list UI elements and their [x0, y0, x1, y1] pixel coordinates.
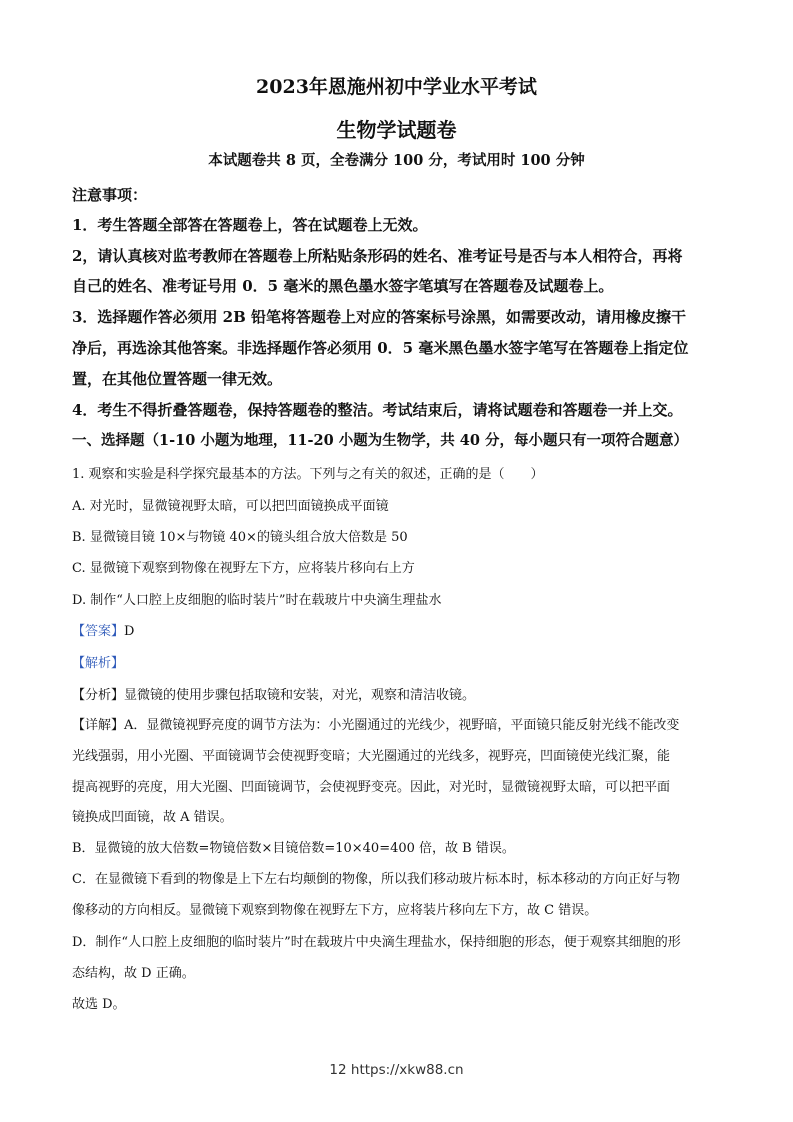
- question-stem: 1. 观察和实验是科学探究最基本的方法。下列与之有关的叙述，正确的是（ ）: [72, 467, 544, 482]
- detail-line: 提高视野的亮度，用大光圈、凹面镜调节，会使视野变亮。因此，对光时，显微镜视野太暗，可以把平面: [72, 780, 671, 795]
- answer-value: D: [124, 624, 135, 639]
- detail-line: 故选 D。: [72, 997, 126, 1012]
- option-d: D. 制作“人口腔上皮细胞的临时装片”时在载玻片中央滴生理盐水: [72, 593, 442, 608]
- exam-title: 2023年恩施州初中学业水平考试: [256, 76, 537, 98]
- fenxi-line: [72, 684, 732, 703]
- notice-line: 4．考生不得折叠答题卷，保持答题卷的整洁。考试结束后，请将试题卷和答题卷一并上交。: [72, 401, 683, 419]
- detail-tag: 【详解】: [72, 718, 125, 733]
- notice-line: 净后，再选涂其他答案。非选择题作答必须用 0．5 毫米黑色墨水签字笔写在答题卷上指定位: [72, 339, 689, 357]
- exam-info: 本试题卷共 8 页，全卷满分 100 分，考试用时 100 分钟: [208, 152, 585, 169]
- notice-heading: 注意事项：: [72, 186, 148, 204]
- section-heading: 一、选择题（1-10 小题为地理，11-20 小题为生物学，共 40 分，每小题只有一项符合题意）: [72, 432, 689, 449]
- detail-line: [72, 714, 732, 733]
- analysis-tag: 【解析】: [72, 656, 125, 671]
- option-c: C. 显微镜下观察到物像在视野左下方，应将装片移向右上方: [72, 561, 415, 576]
- detail-line: 光线强弱，用小光圈、平面镜调节会使视野变暗；大光圈通过的光线多，视野亮，凹面镜使光线汇聚，能: [72, 749, 671, 764]
- detail-text: A．显微镜视野亮度的调节方法为：小光圈通过的光线少，视野暗，平面镜只能反射光线不能改变: [124, 718, 680, 733]
- notice-line: 置，在其他位置答题一律无效。: [72, 370, 283, 388]
- detail-line: 镜换成凹面镜，故 A 错误。: [72, 810, 233, 825]
- fenxi-text: 显微镜的使用步骤包括取镜和安装，对光，观察和清洁收镜。: [124, 688, 476, 703]
- answer-line: [72, 620, 732, 639]
- notice-line: 1．考生答题全部答在答题卷上，答在试题卷上无效。: [72, 216, 428, 234]
- fenxi-tag: 【分析】: [72, 688, 125, 703]
- notice-line: 2，请认真核对监考教师在答题卷上所粘贴条形码的姓名、准考证号是否与本人相符合，再将: [72, 247, 683, 265]
- detail-line: 像移动的方向相反。显微镜下观察到物像在视野左下方，应将装片移向左下方，故 C 错误。: [72, 903, 598, 918]
- notice-line: 自己的姓名、准考证号用 0．5 毫米的黑色墨水签字笔填写在答题卷及试题卷上。: [72, 277, 614, 295]
- detail-line: D．制作“人口腔上皮细胞的临时装片”时在载玻片中央滴生理盐水，保持细胞的形态，便于观察其细胞的形: [72, 935, 681, 950]
- exam-subtitle: 生物学试题卷: [336, 118, 457, 142]
- option-a: A. 对光时，显微镜视野太暗，可以把凹面镜换成平面镜: [72, 499, 389, 514]
- detail-line: B．显微镜的放大倍数=物镜倍数×目镜倍数=10×40=400 倍，故 B 错误。: [72, 841, 515, 856]
- detail-line: C．在显微镜下看到的物像是上下左右均颠倒的物像，所以我们移动玻片标本时，标本移动的方向正好与物: [72, 872, 680, 887]
- answer-tag: 【答案】: [72, 624, 125, 639]
- notice-line: 3．选择题作答必须用 2B 铅笔将答题卷上对应的答案标号涂黑，如需要改动，请用橡皮擦干: [72, 308, 687, 326]
- option-b: B. 显微镜目镜 10×与物镜 40×的镜头组合放大倍数是 50: [72, 530, 408, 545]
- page-footer: 12 https://xkw88.cn: [329, 1062, 464, 1078]
- detail-line: 态结构，故 D 正确。: [72, 966, 195, 981]
- analysis-line: [72, 652, 732, 671]
